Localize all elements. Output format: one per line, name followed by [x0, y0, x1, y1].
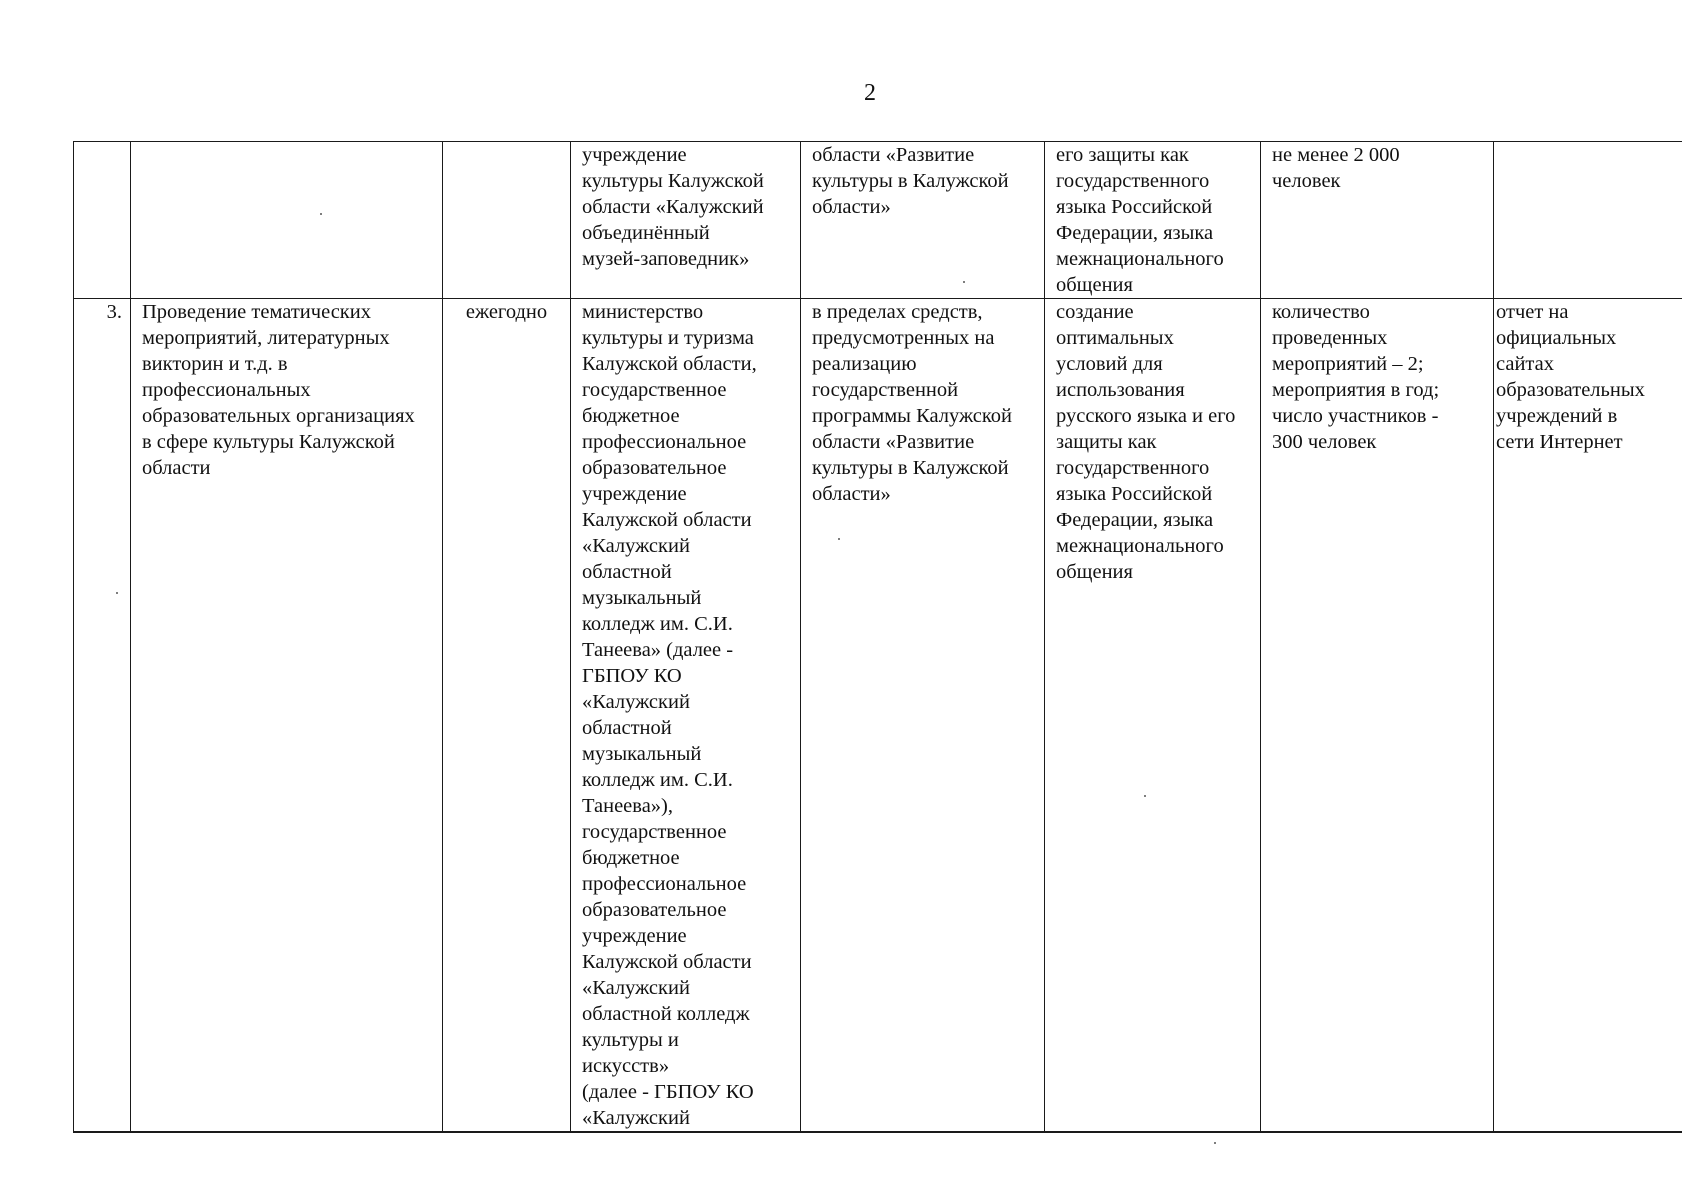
table-row — [74, 142, 1682, 299]
table-row — [74, 299, 1682, 1133]
executor-cell: министерство культуры и туризма Калужской области, государственное бюджетное профессиональное образовательное учреждение Калужской области «Калужский областной музыкальный колледж им. С.И. Танеева» (далее - ГБПОУ КО «Калужский областной музыкальный колледж им. С.И. Танеева»), государственное бюджетное профессиональное образовательное учреждение Калужской области «Калужский областной колледж культуры и искусств» (далее - ГБПОУ КО «Калужский — [571, 299, 801, 1133]
row-number-cell — [74, 142, 131, 299]
scan-speck — [116, 592, 118, 594]
term-cell: ежегодно — [443, 299, 571, 1133]
funding-cell: в пределах средств, предусмотренных на реализацию государственной программы Калужской области «Развитие культуры в Калужской области» — [801, 299, 1045, 1133]
goal-cell: его защиты как государственного языка Российской Федерации, языка межнационального общения — [1045, 142, 1261, 299]
term-cell — [443, 142, 571, 299]
event-cell: Проведение тематических мероприятий, литературных викторин и т.д. в профессиональных образовательных организациях в сфере культуры Калужской области — [131, 299, 443, 1133]
report-cell — [1494, 142, 1682, 299]
page-number: 2 — [864, 80, 876, 106]
indicator-cell: не менее 2 000 человек — [1261, 142, 1494, 299]
funding-cell: области «Развитие культуры в Калужской области» — [801, 142, 1045, 299]
executor-cell: учреждение культуры Калужской области «Калужский объединённый музей-заповедник» — [571, 142, 801, 299]
goal-cell: создание оптимальных условий для использования русского языка и его защиты как государственного языка Российской Федерации, языка межнационального общения — [1045, 299, 1261, 1133]
scan-speck — [838, 538, 840, 540]
plan-table — [73, 141, 1682, 1133]
scan-speck — [320, 213, 322, 215]
scan-speck — [963, 281, 965, 283]
scan-speck — [1144, 795, 1146, 797]
indicator-cell: количество проведенных мероприятий – 2; мероприятия в год; число участников - 300 человек — [1261, 299, 1494, 1133]
scan-speck — [1214, 1142, 1216, 1144]
report-cell: отчет на официальных сайтах образовательных учреждений в сети Интернет — [1494, 299, 1682, 1133]
event-cell — [131, 142, 443, 299]
row-number-cell: 3. — [74, 299, 131, 1133]
